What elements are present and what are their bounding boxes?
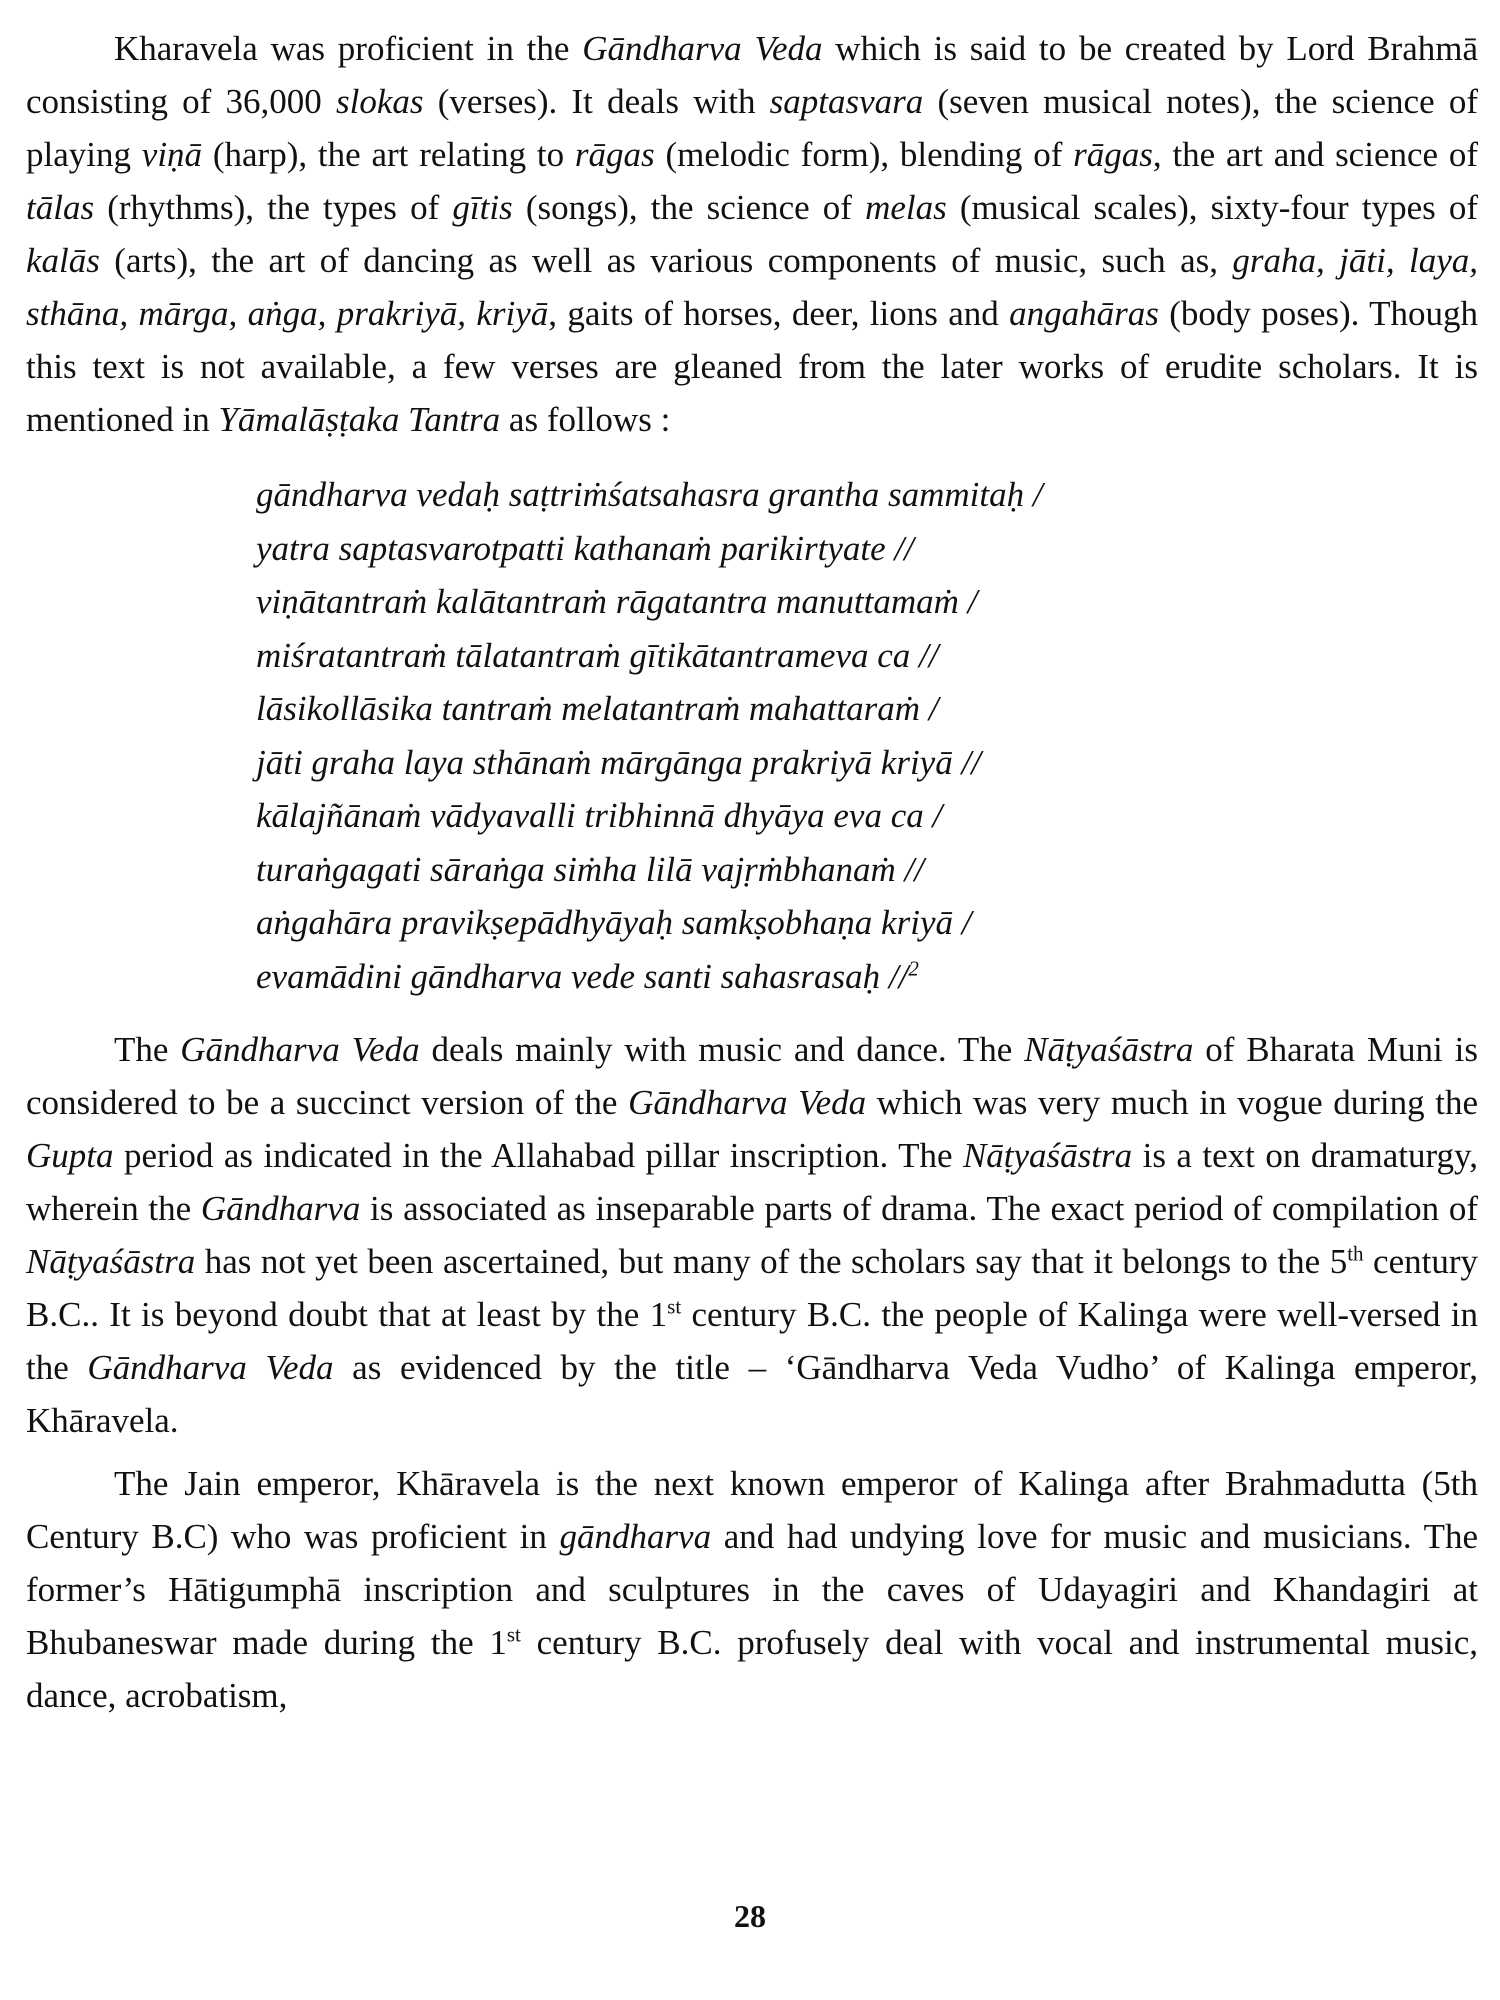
paragraph-2 xyxy=(26,1023,1478,1447)
text-run: (songs), the science of xyxy=(512,188,866,227)
text-run: and had undying love for music and musicians. The former’s Hātigumphā inscription and sculptures in the caves of Udayagiri and Khandagiri at Bhubaneswar made during the 1 xyxy=(26,1517,1478,1662)
text-run: (arts), the art of dancing as well as various components of music, such as, xyxy=(99,241,1233,280)
italic-term: viṇā xyxy=(141,135,203,174)
text-run: of Bharata Muni is considered to be a succinct version of the xyxy=(26,1030,1478,1122)
italic-term: saptasvara xyxy=(769,82,924,121)
verse-line: aṅgahāra pravikṣepādhyāyaḥ samkṣobhaṇa kriyā / xyxy=(256,903,972,942)
verse-line-text: evamādini gāndharva vede santi sahasrasaḥ // xyxy=(256,956,909,996)
text-run: , the art and science of xyxy=(1152,135,1479,174)
footnote-marker: 2 xyxy=(908,955,919,980)
verse-block xyxy=(256,468,1478,1003)
italic-term: Yāmalāṣṭaka Tantra xyxy=(218,400,501,439)
text-run: century B.C. the people of Kalinga were well-versed in the xyxy=(26,1295,1478,1387)
verse-line: yatra saptasvarotpatti kathanaṁ parikirtyate // xyxy=(256,528,914,568)
italic-term: melas xyxy=(865,188,947,227)
italic-term: Gāndharva Veda xyxy=(582,29,823,68)
italic-term: gītis xyxy=(452,188,513,227)
italic-term: slokas xyxy=(336,82,424,121)
text-run: century B.C. profusely deal with vocal and instrumental music, dance, acrobatism, xyxy=(26,1623,1478,1715)
ordinal-suffix: st xyxy=(667,1294,682,1319)
italic-term: rāgas xyxy=(574,135,655,174)
italic-term: gāndharva xyxy=(559,1517,712,1556)
italic-term: Gāndharva Veda xyxy=(180,1030,420,1069)
text-run: is a text on dramaturgy, wherein the xyxy=(26,1136,1478,1228)
text-run: , gaits of horses, deer, lions and xyxy=(548,294,1010,333)
verse-line: viṇātantraṁ kalātantraṁ rāgatantra manuttamaṁ / xyxy=(256,582,978,621)
paragraph-3 xyxy=(26,1457,1478,1722)
verse-line: lāsikollāsika tantraṁ melatantraṁ mahattaraṁ / xyxy=(256,689,939,728)
text-run: (harp), the art relating to xyxy=(202,135,575,174)
verse-line: jāti graha laya sthānaṁ mārgānga prakriyā kriyā // xyxy=(256,742,981,782)
italic-term: Nāṭyaśāstra xyxy=(962,1136,1133,1175)
text-run: (seven musical notes), the science of playing xyxy=(26,82,1479,174)
verse-line: miśratantraṁ tālatantraṁ gītikātantrameva ca // xyxy=(256,635,939,675)
italic-term: angahāras xyxy=(1009,294,1159,333)
italic-term: Nāṭyaśāstra xyxy=(1024,1030,1194,1069)
text-run: deals mainly with music and dance. The xyxy=(419,1030,1025,1069)
text-run: (rhythms), the types of xyxy=(94,188,453,227)
text-run: The xyxy=(114,1030,181,1069)
text-run: century B.C.. It is beyond doubt that at least by the 1 xyxy=(26,1242,1479,1334)
text-run: is associated as inseparable parts of drama. The exact period of compilation of xyxy=(360,1189,1479,1228)
italic-term: Gāndharva Veda xyxy=(628,1083,867,1122)
text-run: has not yet been ascertained, but many of the scholars say that it belongs to the 5 xyxy=(195,1242,1348,1281)
page-number: 28 xyxy=(734,1898,766,1934)
text-run: The Jain emperor, Khāravela is the next known emperor of Kalinga after Brahmadutta (5th Century B.C) who was proficient in xyxy=(26,1464,1478,1556)
italic-term: kalās xyxy=(26,241,100,280)
italic-term: Gupta xyxy=(26,1136,114,1175)
text-run: (body poses). Though this text is not available, a few verses are gleaned from the later works of erudite scholars. It is mentioned in xyxy=(26,294,1478,439)
ordinal-suffix: st xyxy=(506,1622,521,1647)
italic-term: Gāndharva xyxy=(200,1189,361,1228)
text-run: which is said to be created by Lord Brahmā consisting of 36,000 xyxy=(26,29,1478,121)
paragraph-1 xyxy=(26,22,1478,446)
text-run: Kharavela was proficient in the xyxy=(114,29,583,68)
verse-line-last xyxy=(256,950,1478,1004)
verse-line: kālajñānaṁ vādyavalli tribhinnā dhyāya eva ca / xyxy=(256,796,943,835)
text-run: period as indicated in the Allahabad pillar inscription. The xyxy=(113,1136,963,1175)
text-run: as evidenced by the title – ‘Gāndharva Veda Vudho’ of Kalinga emperor, Khāravela. xyxy=(26,1348,1479,1440)
italic-term: Gāndharva Veda xyxy=(87,1348,334,1387)
text-run: (musical scales), sixty-four types of xyxy=(946,188,1479,227)
italic-term: tālas xyxy=(26,188,95,227)
page-body xyxy=(26,22,1478,1722)
text-run: (verses). It deals with xyxy=(423,82,770,121)
italic-term: rāgas xyxy=(1073,135,1153,174)
italic-term: Nāṭyaśāstra xyxy=(26,1242,196,1281)
text-run: as follows : xyxy=(500,400,671,439)
text-run: (melodic form), blending of xyxy=(654,135,1074,174)
verse-line: gāndharva vedaḥ saṭtriṁśatsahasra grantha sammitaḥ / xyxy=(256,475,1043,514)
verse-line: turaṅgagati sāraṅga siṁha lilā vajṛṁbhanaṁ // xyxy=(256,849,924,889)
italic-term: graha, jāti, laya, sthāna, mārga, aṅga, prakriyā, kriyā xyxy=(26,241,1478,333)
text-run: which was very much in vogue during the xyxy=(866,1083,1479,1122)
ordinal-suffix: th xyxy=(1347,1241,1364,1266)
